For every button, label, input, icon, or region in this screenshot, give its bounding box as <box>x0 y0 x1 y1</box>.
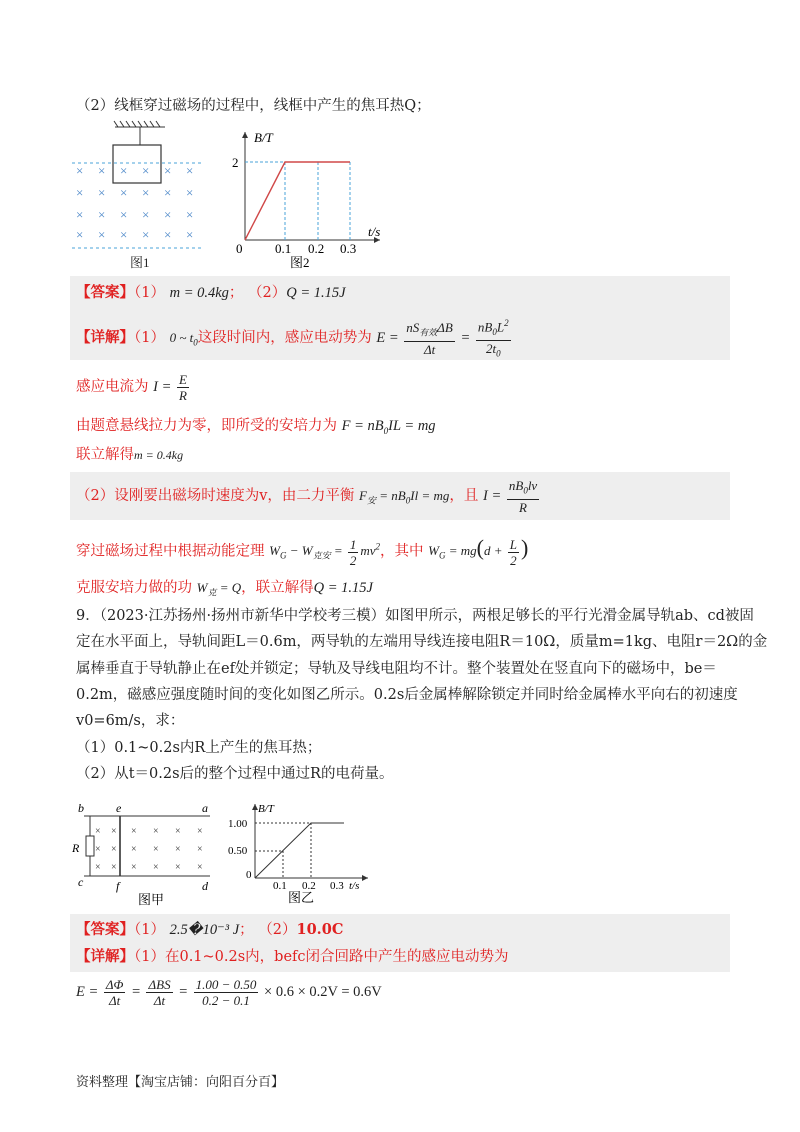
fig-yi-caption: 图乙 <box>288 890 315 905</box>
field-crosses <box>76 163 193 242</box>
detail-8-line7: 克服安培力做的功 $W_克 = Q$，联立解得Q = 1.15J <box>76 580 373 598</box>
field-cross: × <box>120 163 128 178</box>
field-cross: × <box>186 185 194 200</box>
figure-yi <box>228 798 378 906</box>
svg-text:a: a <box>202 801 208 815</box>
detail-8-line1: 【详解】（1） 0 ~ $t_0$这段时间内，感应电动势为 E = $\frac{nS_{有效}\Delta B}{\Delta t}$ = $\frac{nB_0L^2}{2t_0}$ <box>76 318 509 359</box>
field-cross: × <box>197 826 203 837</box>
svg-text:b: b <box>78 801 84 815</box>
detail-8-line4: 联立解得m = 0.4kg <box>76 447 184 463</box>
detail-8-line3: 由题意悬线拉力为零，即所受的安培力为 $F = nB_0IL$ = mg <box>76 418 436 436</box>
svg-text:R: R <box>72 841 80 855</box>
field-cross: × <box>164 207 172 222</box>
field-cross: × <box>111 826 117 837</box>
fig2-ylabel: B/T <box>254 130 273 145</box>
answer-8: 【答案】（1） m = 0.4kg； （2）Q = 1.15J <box>76 284 346 301</box>
q9-line: 定在水平面上，导轨间距L＝0.6m，两导轨的左端用导线连接电阻R＝10Ω，质量m=1kg、电阻r＝2Ω的金 <box>76 634 768 650</box>
field-cross: × <box>76 207 84 222</box>
figure-2 <box>230 122 400 272</box>
field-cross: × <box>197 844 203 855</box>
field-cross: × <box>76 185 84 200</box>
detail-9-equation: E = $\frac{\Delta\Phi}{\Delta t}$ = $\frac{\text{ΔBS}}{\Delta t}$ = $\frac{1.00 - 0.50}{0.2 - 0.1}$ × 0.6 × 0.2V = 0.6V <box>76 977 382 1009</box>
svg-text:c: c <box>78 875 84 889</box>
field-cross: × <box>153 844 159 855</box>
field-cross: × <box>120 227 128 242</box>
fig1-caption: 图1 <box>130 255 150 270</box>
field-cross: × <box>175 826 181 837</box>
footer: 资料整理【淘宝店铺：向阳百分百】 <box>76 1075 285 1090</box>
field-cross: × <box>186 163 194 178</box>
svg-text:0.50: 0.50 <box>228 845 248 857</box>
field-cross: × <box>131 826 137 837</box>
q9-line: （1）0.1~0.2s内R上产生的焦耳热； <box>76 740 322 756</box>
resistor-r <box>86 836 94 856</box>
svg-text:d: d <box>202 879 208 893</box>
figure-jia <box>70 800 220 908</box>
q9-line: 0.2m，磁感应强度随时间的变化如图乙所示。0.2s后金属棒解除锁定并同时给金属棒水平向右的初速度 <box>76 687 738 703</box>
fig2-ytick: 2 <box>232 155 239 170</box>
field-cross: × <box>98 163 106 178</box>
field-cross: × <box>142 207 150 222</box>
svg-text:0.1: 0.1 <box>273 880 287 892</box>
field-cross: × <box>175 844 181 855</box>
answer-9: 【答案】（1） 2.5�10⁻³ J； （2）10.0C <box>76 921 344 938</box>
field-cross: × <box>142 185 150 200</box>
svg-text:1.00: 1.00 <box>228 818 248 830</box>
field-cross: × <box>111 844 117 855</box>
field-cross: × <box>142 227 150 242</box>
fig2-origin: 0 <box>236 241 243 256</box>
field-cross: × <box>98 185 106 200</box>
field-cross: × <box>142 163 150 178</box>
field-cross: × <box>98 227 106 242</box>
field-cross: × <box>98 207 106 222</box>
fig-jia-caption: 图甲 <box>138 892 165 907</box>
detail-8-line5: （2）设刚要出磁场时速度为v，由二力平衡 $F_安 = nB_0Il$ = mg，且 I = $\frac{nB_0lv}{R}$ <box>76 478 538 515</box>
field-cross: × <box>164 163 172 178</box>
figure-1 <box>70 115 210 275</box>
q9-line: （2）从t＝0.2s后的整个过程中通过R的电荷量。 <box>76 766 394 782</box>
svg-text:0.3: 0.3 <box>330 880 344 892</box>
field-cross: × <box>111 862 117 873</box>
field-cross: × <box>95 862 101 873</box>
field-cross: × <box>120 185 128 200</box>
svg-text:0.2: 0.2 <box>302 880 316 892</box>
field-cross: × <box>175 862 181 873</box>
svg-text:f: f <box>116 879 120 893</box>
field-cross: × <box>153 862 159 873</box>
field-cross: × <box>164 185 172 200</box>
field-cross: × <box>76 163 84 178</box>
field-cross: × <box>197 862 203 873</box>
svg-text:t/s: t/s <box>349 880 360 892</box>
fig2-caption: 图2 <box>290 255 310 270</box>
field-cross: × <box>76 227 84 242</box>
svg-text:e: e <box>116 801 122 815</box>
fig2-xlabel: t/s <box>368 224 381 239</box>
fig2-xtick: 0.1 <box>275 241 292 256</box>
part2-question: （2）线框穿过磁场的过程中，线框中产生的焦耳热Q； <box>76 98 431 114</box>
b-t-curve <box>245 162 350 240</box>
svg-text:0: 0 <box>246 869 252 881</box>
q9-line: v0=6m/s，求： <box>76 713 185 729</box>
fig2-xtick: 0.3 <box>340 241 357 256</box>
fig2-xtick: 0.2 <box>308 241 325 256</box>
q9-line: 属棒垂直于导轨静止在ef处并锁定；导轨及导线电阻均不计。整个装置处在竖直向下的磁场中，be＝ <box>76 661 717 677</box>
svg-text:B/T: B/T <box>258 803 274 815</box>
field-cross: × <box>120 207 128 222</box>
field-cross: × <box>186 227 194 242</box>
detail-9-text: 【详解】（1）在0.1~0.2s内，befc闭合回路中产生的感应电动势为 <box>76 948 509 965</box>
field-cross: × <box>131 862 137 873</box>
field-cross: × <box>186 207 194 222</box>
field-cross: × <box>95 844 101 855</box>
detail-8-line2: 感应电流为 I = $\frac{E}{R}$ <box>76 372 187 404</box>
field-cross: × <box>153 826 159 837</box>
field-cross: × <box>131 844 137 855</box>
field-cross: × <box>164 227 172 242</box>
ceiling-mount <box>114 121 165 145</box>
q9-line: 9．（2023·江苏扬州·扬州市新华中学校考三模）如图甲所示，两根足够长的平行光滑金属导轨ab、cd被固 <box>76 608 754 624</box>
field-cross: × <box>95 826 101 837</box>
detail-8-line6: 穿过磁场过程中根据动能定理 $W_G - W_{克安}$ = $\frac{1}{2}$ $mv^2$，其中 $W_G = mg(d$ + $\frac{L}{2}$ ) <box>76 535 529 568</box>
